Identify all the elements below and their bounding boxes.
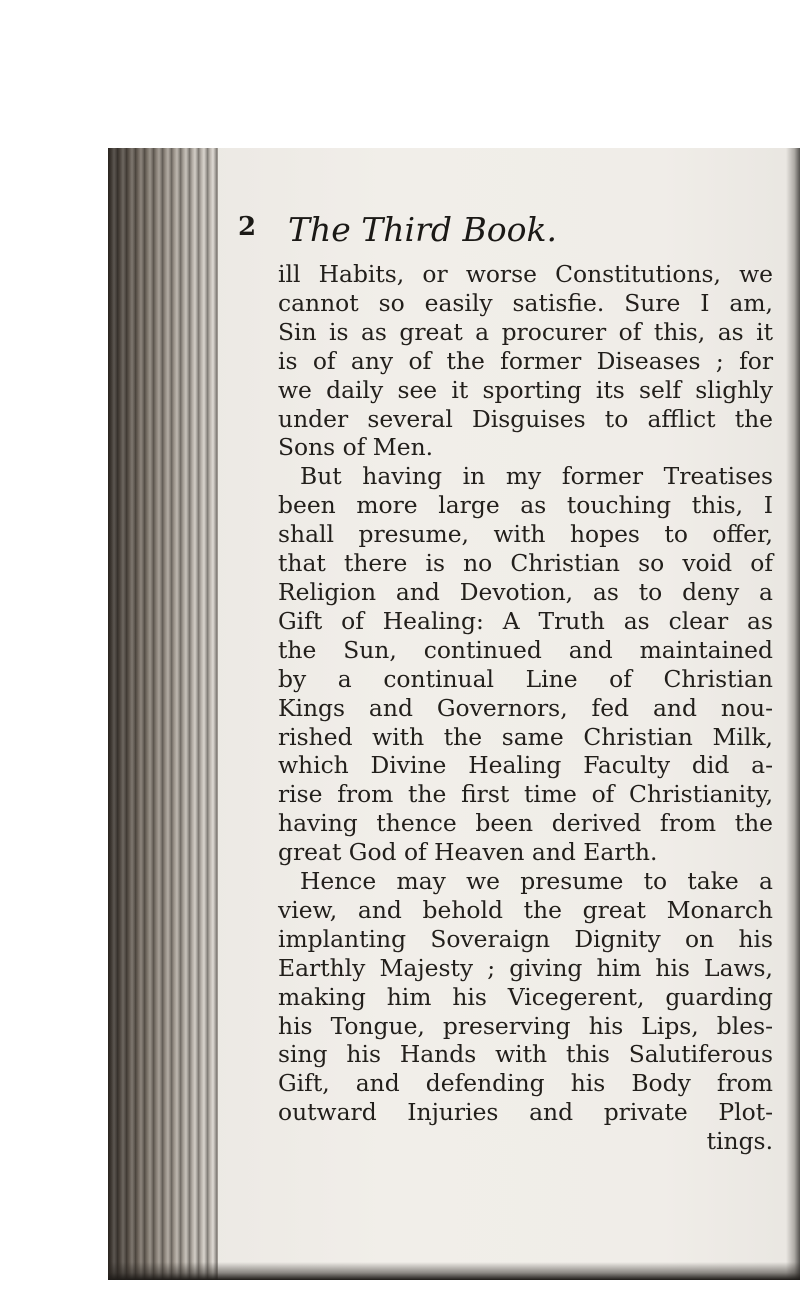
text-line: tings.	[706, 1127, 773, 1156]
text-line: outward Injuries and private Plot-	[278, 1098, 773, 1127]
page-header	[238, 210, 768, 254]
text-line: the Sun, continued and maintained	[278, 635, 773, 664]
page	[238, 148, 788, 1280]
text-line: we daily see it sporting its self slighly	[278, 375, 773, 404]
book-binding	[108, 148, 218, 1280]
text-line: that there is no Christian so void of	[278, 549, 773, 578]
text-line: rise from the first time of Christianity,	[278, 780, 773, 809]
text-line: Sin is as great a procurer of this, as it	[278, 317, 773, 346]
text-line: which Divine Healing Faculty did a-	[278, 751, 773, 780]
page-number: 2	[238, 212, 257, 242]
page-bottom-edge	[108, 1262, 800, 1280]
text-line: Gift of Healing: A Truth as clear as	[278, 606, 773, 635]
page-edge-shadow	[786, 148, 800, 1280]
text-line: ill Habits, or worse Constitutions, we	[278, 260, 773, 288]
text-line: cannot so easily satisfie. Sure I am,	[278, 288, 773, 317]
text-line: Gift, and defending his Body from	[278, 1069, 773, 1098]
running-head: The Third Book.	[288, 210, 557, 249]
text-line: is of any of the former Diseases ; for	[278, 346, 773, 375]
body-text	[278, 260, 773, 1156]
text-line: But having in my former Treatises	[300, 462, 773, 491]
text-line: by a continual Line of Christian	[278, 664, 773, 693]
text-line: Hence may we presume to take a	[300, 867, 773, 896]
text-line: shall presume, with hopes to offer,	[278, 520, 773, 549]
text-line: making him his Vicegerent, guarding	[278, 982, 773, 1011]
text-line: sing his Hands with this Salutiferous	[278, 1040, 773, 1069]
book-page-scan	[108, 148, 800, 1280]
text-line: Sons of Men.	[278, 433, 434, 462]
text-line: Earthly Majesty ; giving him his Laws,	[278, 953, 773, 982]
text-line: Religion and Devotion, as to deny a	[278, 577, 773, 606]
text-line: Kings and Governors, fed and nou-	[278, 693, 773, 722]
text-line: been more large as touching this, I	[278, 491, 773, 520]
text-line: implanting Soveraign Dignity on his	[278, 924, 773, 953]
text-line: rished with the same Christian Milk,	[278, 722, 773, 751]
text-line: under several Disguises to afflict the	[278, 404, 773, 433]
text-line: having thence been derived from the	[278, 809, 773, 838]
text-line: his Tongue, preserving his Lips, bles-	[278, 1011, 773, 1040]
text-line: great God of Heaven and Earth.	[278, 838, 658, 867]
text-line: view, and behold the great Monarch	[278, 895, 773, 924]
